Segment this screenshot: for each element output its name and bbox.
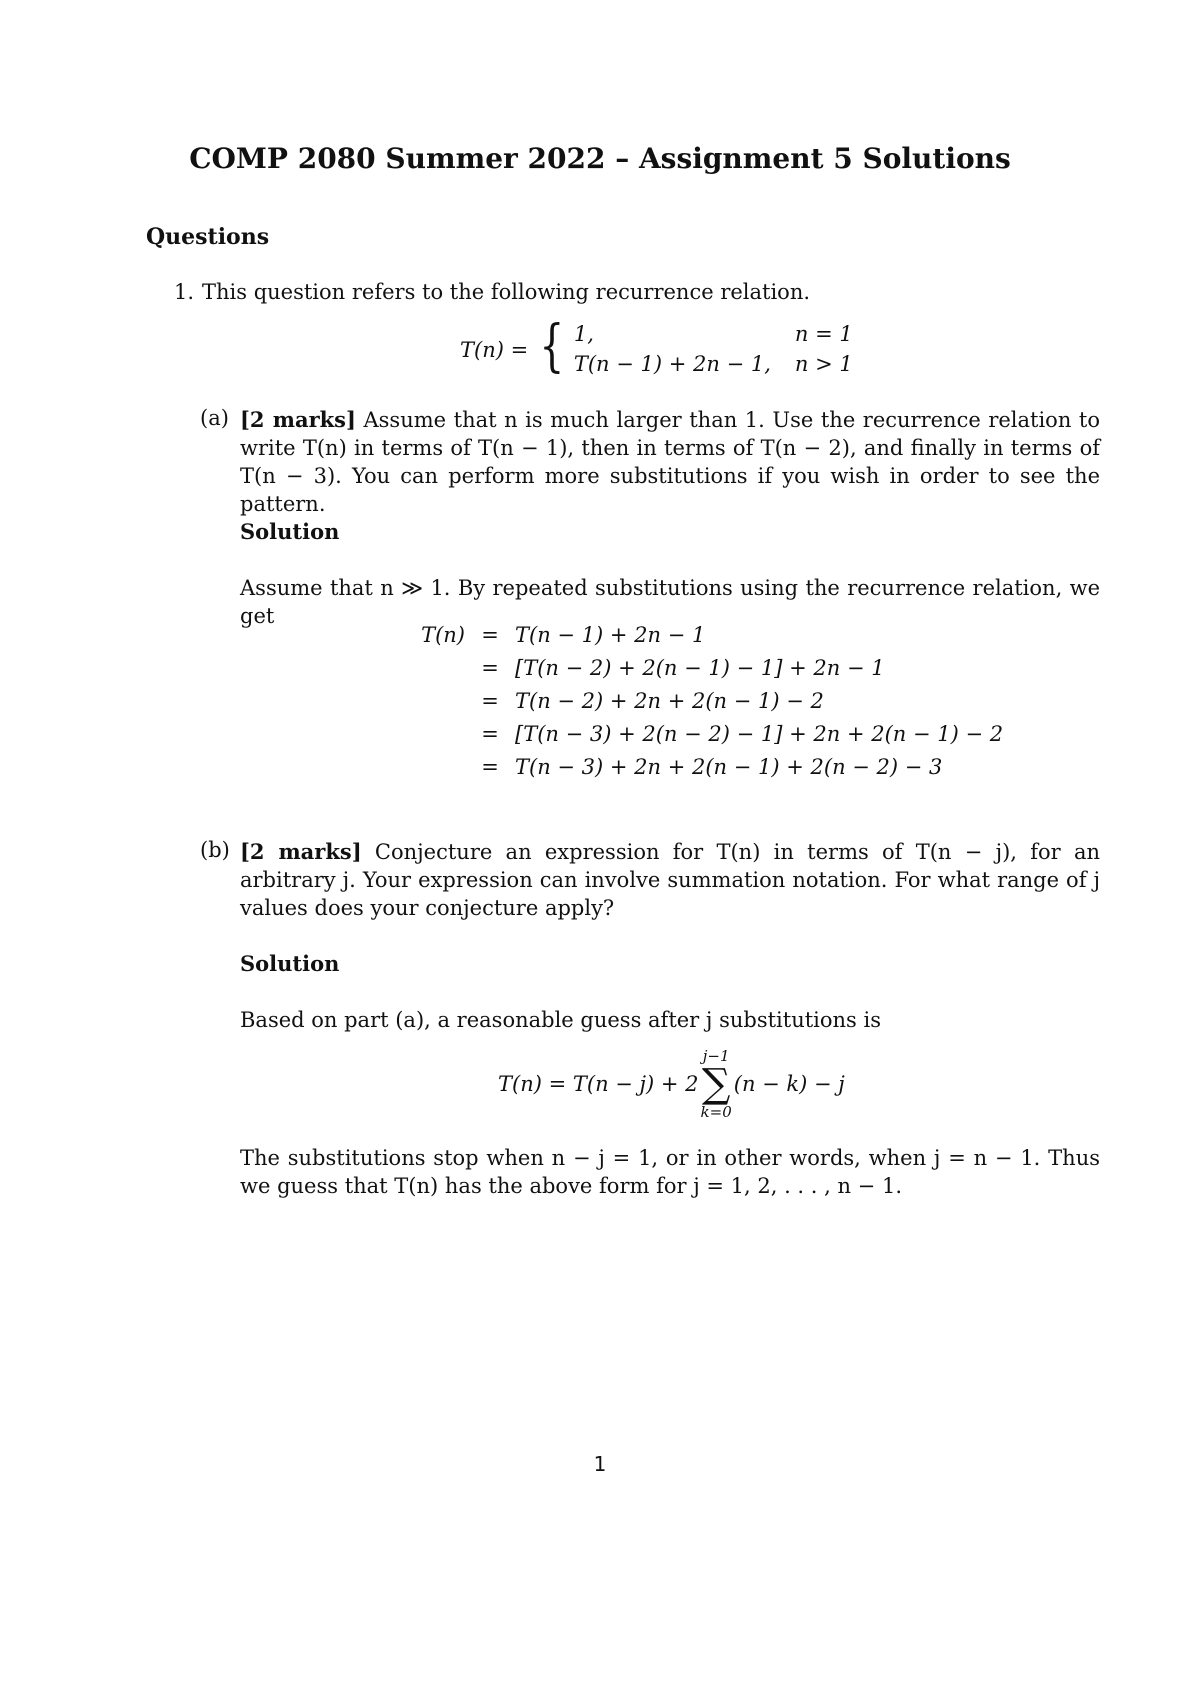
part-a-body: Assume that n is much larger than 1. Use the recurrence relation to write T(n) in terms of T(n − 1), then in terms of T(n − 2), and finally in terms of T(n − 3). You can perform more substitutions if you wish in order to see the pattern. [240,408,1100,516]
recurrence-equation [460,314,859,380]
part-a-text [240,406,1100,518]
derivation-rhs: T(n − 2) + 2n + 2(n − 1) − 2 [515,688,824,713]
derivation-lhs [390,750,465,783]
formula-right: (n − k) − j [733,1072,845,1096]
summation-formula [498,1048,845,1120]
equals-sign: = [481,688,499,713]
derivation-rhs: T(n − 3) + 2n + 2(n − 1) + 2(n − 2) − 3 [515,754,943,779]
derivation-line [390,651,1003,684]
derivation-lhs: T(n) [421,622,465,647]
page-number: 1 [593,1452,607,1476]
part-b-body: Conjecture an expression for T(n) in terms of T(n − j), for an arbitrary j. Your expression can involve summation notation. For what range of j values does your conjecture apply? [240,840,1100,920]
question-text: This question refers to the following recurrence relation. [202,280,811,304]
sum-lower-limit: k=0 [700,1103,732,1121]
case-1-value: 1, [573,322,594,346]
recurrence-lhs: T(n) = [460,338,529,362]
document-title: COMP 2080 Summer 2022 – Assignment 5 Solutions [189,142,1011,175]
derivation-rhs: [T(n − 3) + 2(n − 2) − 1] + 2n + 2(n − 1) − 2 [515,721,1004,746]
derivation-line [390,717,1003,750]
part-a-solution-heading: Solution [240,519,340,544]
part-b-text [240,838,1100,922]
part-b-solution-heading: Solution [240,951,340,976]
sigma-symbol: ∑ [701,1061,731,1107]
section-heading: Questions [146,224,270,250]
part-b-conclusion: The substitutions stop when n − j = 1, or in other words, when j = n − 1. Thus we guess that T(n) has the above form for j = 1, 2, . . . , n − 1. [240,1146,1100,1198]
summation [701,1048,732,1120]
derivation-line [390,750,1003,783]
part-b-marks: [2 marks] [240,839,362,864]
part-a-solution-text: Assume that n ≫ 1. By repeated substitutions using the recurrence relation, we get [240,576,1100,628]
equals-sign: = [481,754,499,779]
derivation-rhs: T(n − 1) + 2n − 1 [515,622,706,647]
case-1-condition: n = 1 [794,322,853,346]
question-number: 1. [174,280,195,304]
formula-left: T(n) = T(n − j) + 2 [498,1072,699,1096]
part-a-label: (a) [200,406,229,430]
derivation [390,618,1003,783]
part-b-label: (b) [200,838,230,862]
part-a-marks: [2 marks] [240,407,356,432]
part-b-solution-intro: Based on part (a), a reasonable guess after j substitutions is [240,1008,881,1032]
derivation-lhs [390,684,465,717]
recurrence-cases [574,320,859,380]
derivation-lhs [390,651,465,684]
recurrence-brace: { [539,314,565,379]
case-2-condition: n > 1 [794,352,853,376]
derivation-lhs [390,717,465,750]
equals-sign: = [481,655,499,680]
sum-upper-limit: j−1 [702,1047,730,1065]
derivation-rhs: [T(n − 2) + 2(n − 1) − 1] + 2n − 1 [515,655,885,680]
derivation-line [390,618,1003,651]
equals-sign: = [481,721,499,746]
equals-sign: = [481,622,499,647]
case-2-value: T(n − 1) + 2n − 1, [573,352,771,376]
derivation-line [390,684,1003,717]
